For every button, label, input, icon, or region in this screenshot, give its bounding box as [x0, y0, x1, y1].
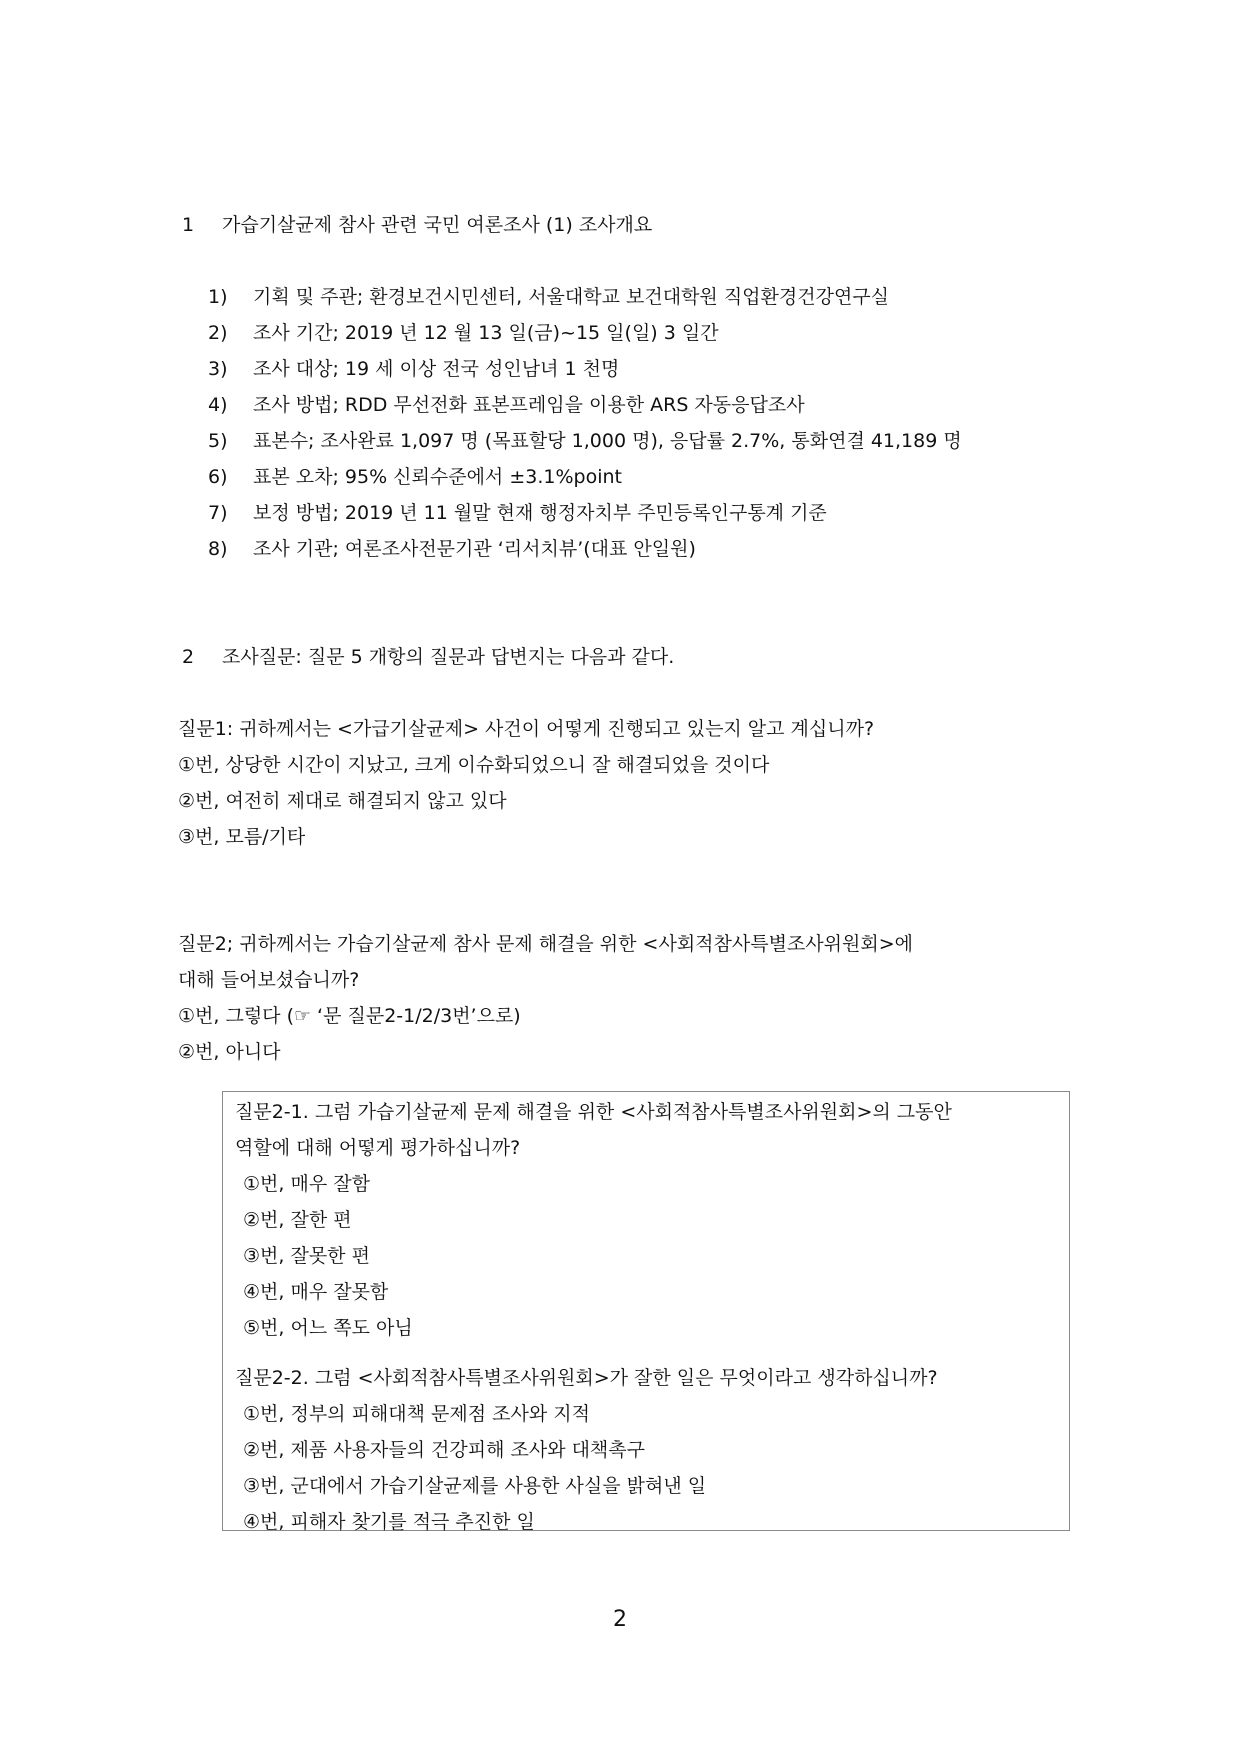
list-item: 조사 방법; RDD 무선전화 표본프레임을 이용한 ARS 자동응답조사 — [253, 394, 805, 416]
list-item: 표본 오차; 95% 신뢰수준에서 ±3.1%point — [253, 466, 622, 488]
list-item: 조사 대상; 19 세 이상 전국 성인남녀 1 천명 — [253, 358, 620, 380]
list-item-number: 5) — [208, 430, 228, 452]
list-item: 조사 기관; 여론조사전문기관 ‘리서치뷰’(대표 안일원) — [253, 538, 696, 560]
list-item: 표본수; 조사완료 1,097 명 (목표할당 1,000 명), 응답률 2.7%, 통화연결 41,189 명 — [253, 430, 962, 452]
section-2-number: 2 — [182, 646, 195, 668]
answer-option: ②번, 아니다 — [178, 1041, 281, 1063]
answer-option: ①번, 그렇다 (☞ ‘문 질문2-1/2/3번’으로) — [178, 1005, 521, 1027]
list-item: 조사 기간; 2019 년 12 월 13 일(금)~15 일(일) 3 일간 — [253, 322, 719, 344]
section-2-title: 조사질문: 질문 5 개항의 질문과 답변지는 다음과 같다. — [222, 646, 675, 668]
answer-option: ①번, 매우 잘함 — [243, 1173, 370, 1195]
list-item-number: 6) — [208, 466, 228, 488]
page-number: 2 — [613, 1607, 627, 1632]
answer-option: ①번, 상당한 시간이 지났고, 크게 이슈화되었으니 잘 해결되었을 것이다 — [178, 754, 770, 776]
question-2-line-1: 질문2; 귀하께서는 가습기살균제 참사 문제 해결을 위한 <사회적참사특별조사위원회>에 — [178, 933, 913, 955]
answer-option: ③번, 모름/기타 — [178, 826, 306, 848]
answer-option: ③번, 잘못한 편 — [243, 1245, 370, 1267]
section-1-number: 1 — [182, 214, 195, 236]
answer-option: ④번, 매우 잘못함 — [243, 1281, 389, 1303]
question-1: 질문1: 귀하께서는 <가급기살균제> 사건이 어떻게 진행되고 있는지 알고 계십니까? — [178, 718, 875, 740]
answer-option: ②번, 제품 사용자들의 건강피해 조사와 대책촉구 — [243, 1439, 645, 1461]
list-item-number: 1) — [208, 286, 228, 308]
answer-option: ②번, 잘한 편 — [243, 1209, 352, 1231]
list-item: 기획 및 주관; 환경보건시민센터, 서울대학교 보건대학원 직업환경건강연구실 — [253, 286, 890, 308]
answer-option: ①번, 정부의 피해대책 문제점 조사와 지적 — [243, 1403, 590, 1425]
list-item-number: 7) — [208, 502, 228, 524]
question-2-2: 질문2-2. 그럼 <사회적참사특별조사위원회>가 잘한 일은 무엇이라고 생각하십니까? — [235, 1367, 938, 1389]
list-item-number: 2) — [208, 322, 228, 344]
question-2-1-line-2: 역할에 대해 어떻게 평가하십니까? — [235, 1137, 521, 1159]
list-item-number: 4) — [208, 394, 228, 416]
answer-option: ③번, 군대에서 가습기살균제를 사용한 사실을 밝혀낸 일 — [243, 1475, 707, 1497]
question-2-1-line-1: 질문2-1. 그럼 가습기살균제 문제 해결을 위한 <사회적참사특별조사위원회>의 그동안 — [235, 1101, 952, 1123]
answer-option: ④번, 피해자 찾기를 적극 추진한 일 — [243, 1511, 535, 1533]
answer-option: ⑤번, 어느 쪽도 아님 — [243, 1317, 413, 1339]
list-item-number: 3) — [208, 358, 228, 380]
answer-option: ②번, 여전히 제대로 해결되지 않고 있다 — [178, 790, 507, 812]
list-item-number: 8) — [208, 538, 228, 560]
section-1-title: 가습기살균제 참사 관련 국민 여론조사 (1) 조사개요 — [222, 214, 653, 236]
question-2-line-2: 대해 들어보셨습니까? — [178, 969, 360, 991]
list-item: 보정 방법; 2019 년 11 월말 현재 행정자치부 주민등록인구통계 기준 — [253, 502, 827, 524]
